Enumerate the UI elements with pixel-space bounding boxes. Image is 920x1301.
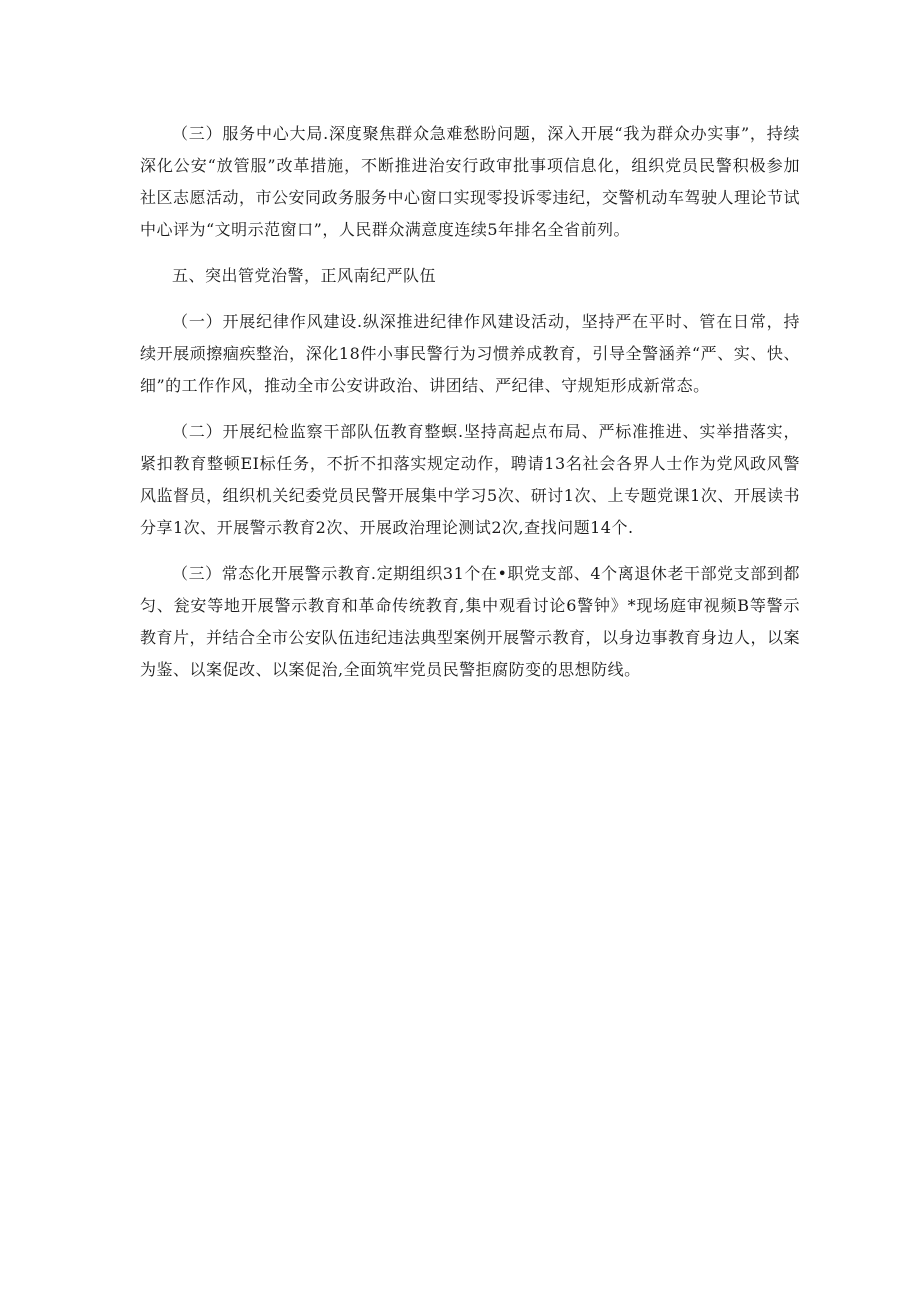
paragraph-warning-education: （三）常态化开展警示教育.定期组织31个在•职党支部、4个离退休老干部党支部到都匀、瓮安等地开展警示教育和革命传统教育,集中观看讨论6警钟》*现场庭审视频B等警示教育片，并结合全市公安队伍违纪违法典型案例开展警示教育，以身边事教育身边人，以案为鉴、以案促改、以案促治,全面筑牢党员民警拒腐防变的思想防线。 bbox=[140, 564, 801, 679]
paragraph-inspection-team: （二）开展纪检监察干部队伍教育整螟.坚持高起点布局、严标准推进、实举措落实，紧扣教育整顿EI标任务，不折不扣落实规定动作，聘请13名社会各界人士作为党风政风警风监督员，组织机关纪委党员民警开展集中学习5次、研讨1次、上专题党课1次、开展读书分享1次、开展警示教育2次、开展政治理论测试2次,查找问题14个. bbox=[140, 422, 800, 537]
paragraph-discipline-style: （一）开展纪律作风建设.纵深推进纪律作风建设活动，坚持严在平时、管在日常，持续开展顽擦痼疾整治，深化18件小事民警行为习惯养成教育，引导全警涵养“严、实、快、细”的工作作风，推动全市公安讲政治、讲团结、严纪律、守规矩形成新常态。 bbox=[140, 312, 800, 395]
section-heading-five: 五、突出管党治警，正风南纪严队伍 bbox=[172, 266, 437, 285]
paragraph-service-center: （三）服务中心大局.深度聚焦群众急难愁盼问题，深入开展“我为群众办实事”，持续深化公安“放管服”改革措施，不断推进治安行政审批事项信息化，组织党员民警积极参加社区志愿活动，市公安同政务服务中心窗口实现零投诉零违纪，交警机动车驾驶人理论节试中心评为“文明示范窗口”，人民群众满意度连续5年排名全省前列。 bbox=[140, 124, 801, 239]
document-body bbox=[140, 118, 800, 700]
